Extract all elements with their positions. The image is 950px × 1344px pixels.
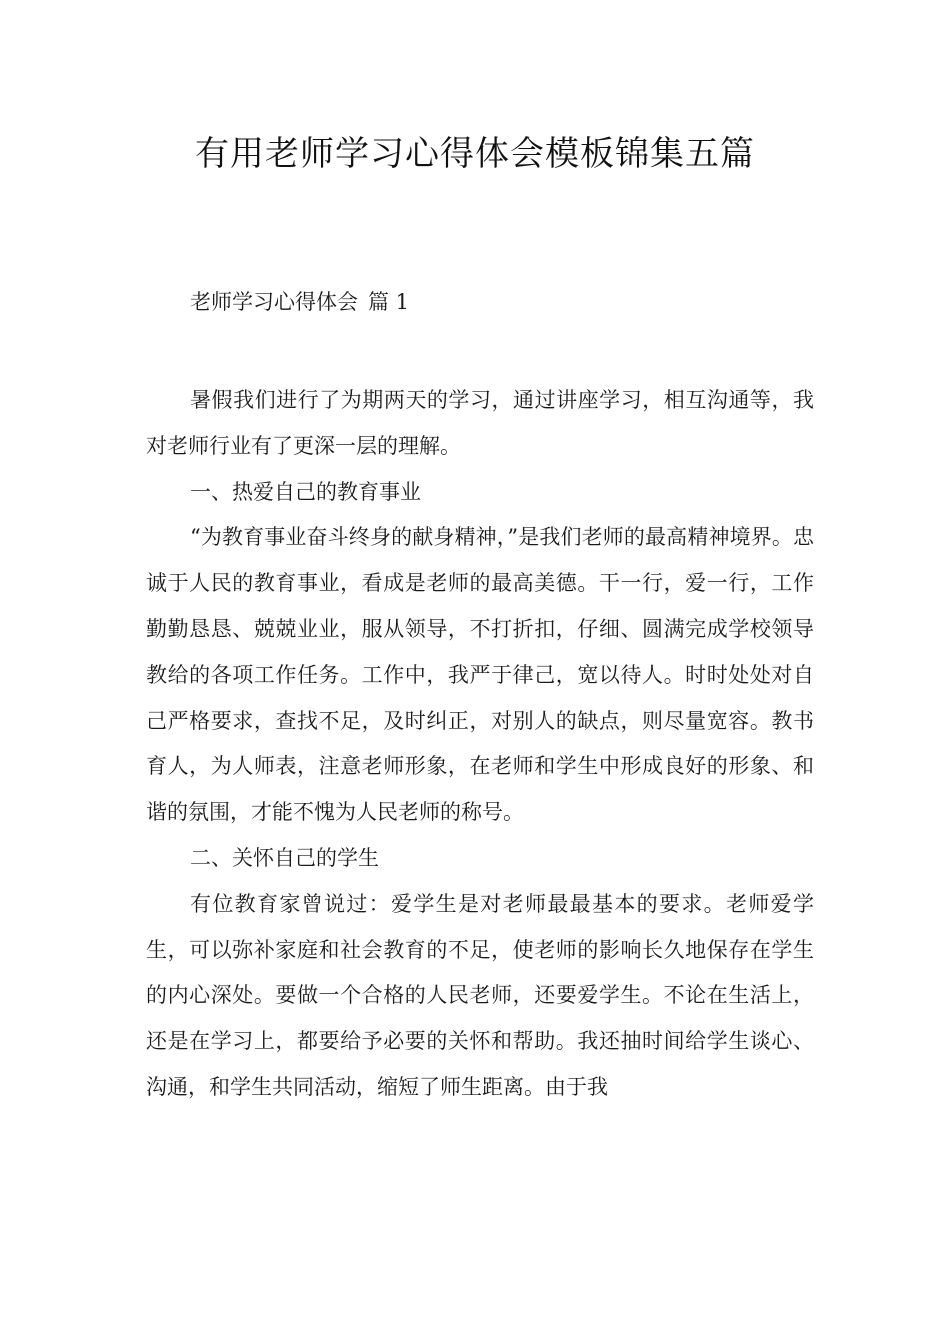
paragraph: 暑假我们进行了为期两天的学习，通过讲座学习，相互沟通等，我对老师行业有了更深一层的理解。 [146, 388, 814, 458]
paragraph: 有位教育家曾说过：爱学生是对老师最最基本的要求。老师爱学生，可以弥补家庭和社会教育的不足，使老师的影响长久地保存在学生的内心深处。要做一个合格的人民老师，还要爱学生。不论在生活上，还是在学习上，都要给予必要的关怀和帮助。我还抽时间给学生谈心、沟通，和学生共同活动，缩短了师生距离。由于我 [146, 891, 814, 1099]
document-body [146, 378, 814, 1111]
heading-care-students: 二、关怀自己的学生 [190, 845, 379, 870]
paragraph: “为教育事业奋斗终身的献身精神，”是我们老师的最高精神境界。忠诚于人民的教育事业，看成是老师的最高美德。干一行，爱一行，工作勤勤恳恳、兢兢业业，服从领导，不打折扣，仔细、圆满完成学校领导教给的各项工作任务。工作中，我严于律己，宽以待人。时时处处对自己严格要求，查找不足，及时纠正，对别人的缺点，则尽量宽容。教书育人，为人师表，注意老师形象，在老师和学生中形成良好的形象、和谐的氛围，才能不愧为人民老师的称号。 [146, 525, 814, 825]
section-heading [190, 286, 409, 318]
document-title: 有用老师学习心得体会模板锦集五篇 [195, 134, 755, 174]
section-heading-label: 老师学习心得体会 [190, 290, 358, 314]
section-heading-part: 篇 1 [368, 290, 410, 314]
heading-love-career: 一、热爱自己的教育事业 [190, 479, 421, 504]
